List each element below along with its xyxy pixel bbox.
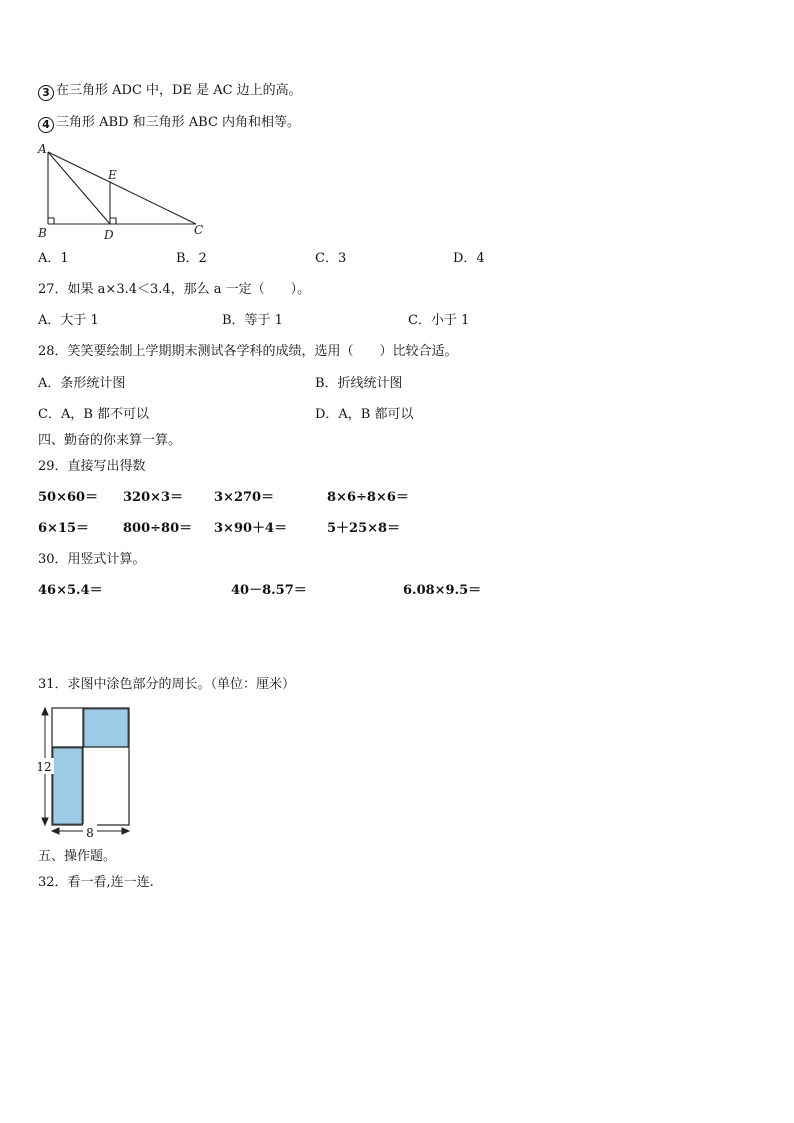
label-d: D bbox=[104, 228, 114, 242]
q30-item: 40－8.57＝ bbox=[231, 583, 307, 598]
label-b: B bbox=[38, 226, 47, 240]
statement-4 bbox=[38, 114, 300, 133]
q28-option-c[interactable]: C．A，B 都不可以 bbox=[38, 407, 150, 422]
label-e: E bbox=[108, 168, 117, 182]
label-c: C bbox=[194, 223, 204, 237]
width-label: 8 bbox=[86, 826, 94, 840]
q27-option-a[interactable]: A．大于 1 bbox=[38, 313, 99, 328]
arrow-left-icon bbox=[52, 828, 59, 834]
arrow-down-icon bbox=[42, 818, 48, 825]
q27-option-c[interactable]: C．小于 1 bbox=[408, 313, 470, 328]
q30-question: 30．用竖式计算。 bbox=[38, 552, 146, 567]
q26-option-c[interactable]: C．3 bbox=[315, 251, 347, 266]
segment-ad bbox=[48, 152, 110, 224]
q29-item: 320×3＝ bbox=[123, 490, 184, 505]
arrow-up-icon bbox=[42, 708, 48, 715]
q29-item: 3×270＝ bbox=[214, 490, 275, 505]
statement-text: 在三角形 ADC 中，DE 是 AC 边上的高。 bbox=[56, 83, 302, 98]
q29-question: 29．直接写出得数 bbox=[38, 459, 146, 474]
shaded-strip bbox=[53, 748, 82, 824]
q29-item: 800÷80＝ bbox=[123, 521, 193, 536]
q29-item: 6×15＝ bbox=[38, 521, 90, 536]
q28-option-b[interactable]: B．折线统计图 bbox=[315, 376, 403, 391]
arrow-right-icon bbox=[122, 828, 129, 834]
q29-item: 8×6÷8×6＝ bbox=[327, 490, 409, 505]
q26-option-a[interactable]: A．1 bbox=[38, 251, 69, 266]
q27-option-b[interactable]: B．等于 1 bbox=[222, 313, 283, 328]
q30-item: 46×5.4＝ bbox=[38, 583, 103, 598]
q26-option-d[interactable]: D．4 bbox=[453, 251, 485, 266]
q26-option-b[interactable]: B．2 bbox=[176, 251, 207, 266]
rectangle-figure bbox=[30, 704, 140, 840]
q31-question: 31．求图中涂色部分的周长。（单位：厘米） bbox=[38, 677, 296, 692]
statement-text: 三角形 ABD 和三角形 ABC 内角和相等。 bbox=[56, 115, 301, 130]
circled-number: 3 bbox=[38, 85, 54, 101]
label-a: A bbox=[38, 142, 47, 156]
statement-3 bbox=[38, 82, 302, 101]
triangle-figure bbox=[34, 140, 214, 244]
segment-ac bbox=[48, 152, 196, 224]
right-angle-mark-b bbox=[48, 218, 54, 224]
section-5-heading: 五、操作题。 bbox=[38, 849, 117, 864]
right-angle-mark-d bbox=[110, 218, 116, 224]
circled-number: 4 bbox=[38, 117, 54, 133]
q29-item: 50×60＝ bbox=[38, 490, 99, 505]
q30-item: 6.08×9.5＝ bbox=[403, 583, 482, 598]
height-label: 12 bbox=[36, 760, 52, 774]
q28-option-a[interactable]: A．条形统计图 bbox=[38, 376, 126, 391]
q27-question: 27．如果 a×3.4＜3.4，那么 a 一定（ ）。 bbox=[38, 282, 311, 297]
q28-option-d[interactable]: D．A，B 都可以 bbox=[315, 407, 414, 422]
q32-question: 32．看一看,连一连. bbox=[38, 875, 154, 890]
q29-item: 5＋25×8＝ bbox=[327, 521, 401, 536]
q28-question: 28．笑笑要绘制上学期期末测试各学科的成绩，选用（ ）比较合适。 bbox=[38, 344, 458, 359]
q29-item: 3×90＋4＝ bbox=[214, 521, 288, 536]
shaded-square bbox=[84, 709, 128, 747]
section-4-heading: 四、勤奋的你来算一算。 bbox=[38, 433, 182, 448]
